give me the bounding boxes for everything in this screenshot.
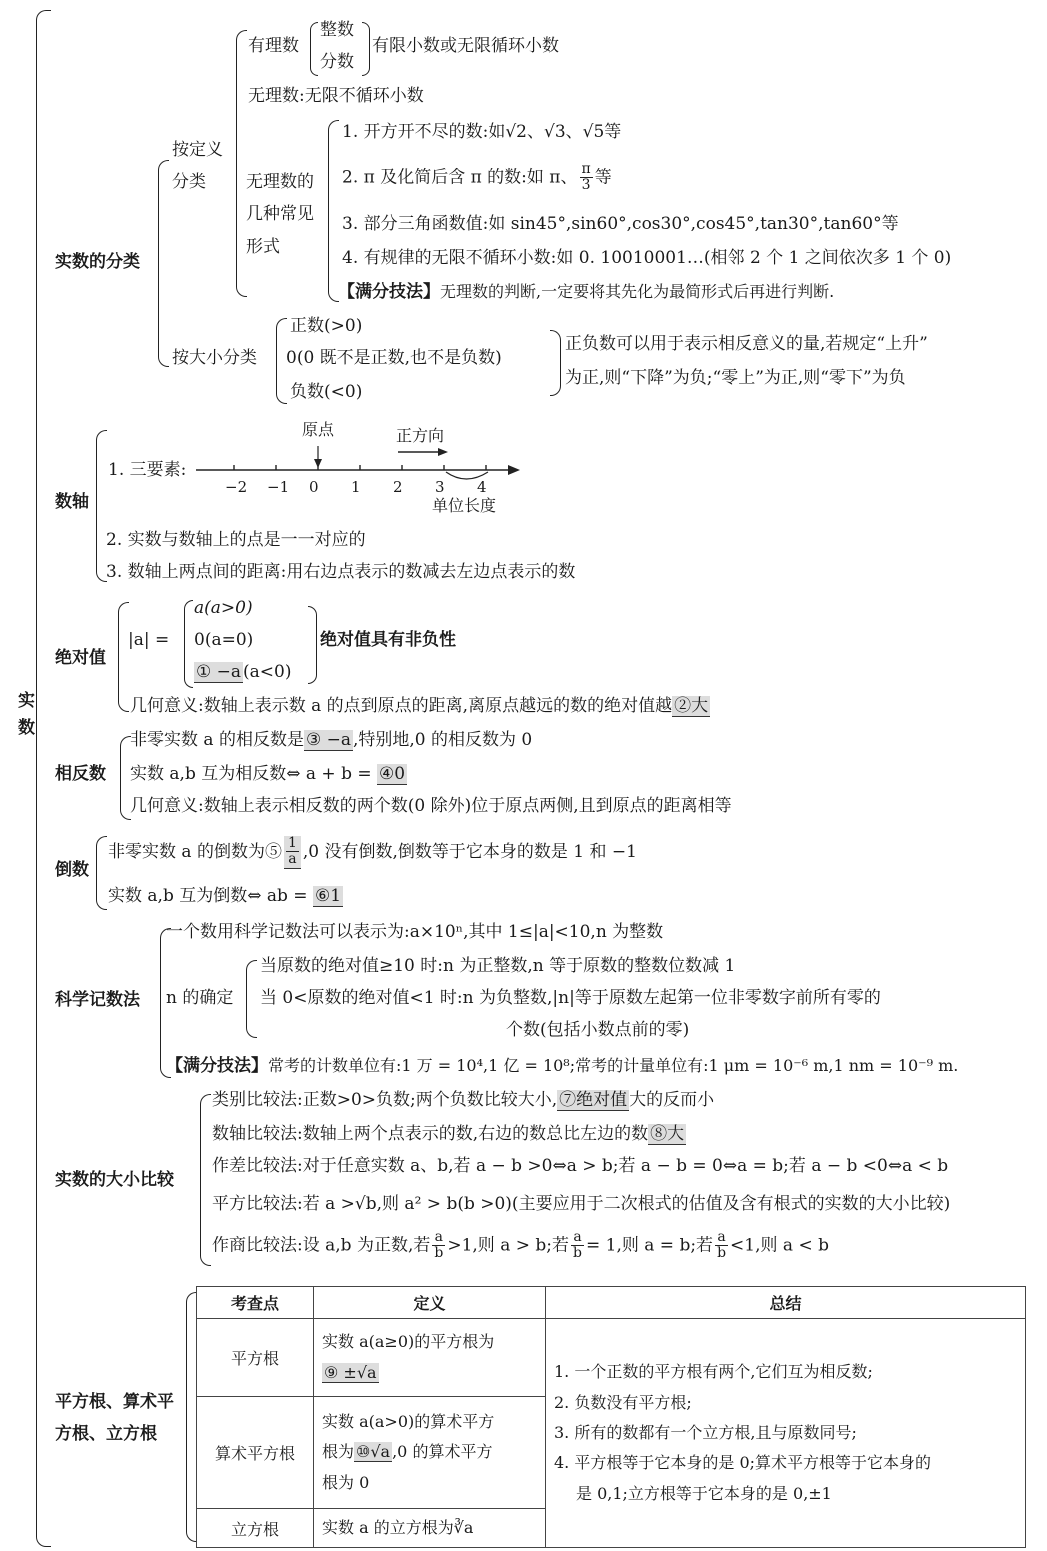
- n-determination-label: n 的确定: [166, 988, 234, 1008]
- brace: [246, 960, 257, 1038]
- brace: [118, 602, 129, 712]
- fraction-label: 分数: [320, 52, 354, 72]
- summary-item: 1. 一个正数的平方根有两个,它们互为相反数;: [554, 1362, 873, 1382]
- opposite-line-2: 实数 a,b 互为相反数⇔ a + b = ④0: [130, 764, 406, 784]
- table-header-row: [197, 1287, 1026, 1319]
- header-topic: 考查点: [197, 1287, 314, 1319]
- table-row: [197, 1319, 1026, 1397]
- number-line-fact-3: 3. 数轴上两点间的距离:用右边点表示的数减去左边点表示的数: [106, 562, 576, 582]
- number-line-diagram: [0, 0, 1047, 560]
- abs-case-negative: ① −a (a<0): [196, 662, 292, 682]
- common-forms-label: 无理数的 几种常见 形式: [246, 172, 314, 257]
- tick-label: 4: [477, 478, 487, 496]
- compare-category: 类别比较法:正数>0>负数;两个负数比较大小, ⑦绝对值 大的反而小: [212, 1090, 715, 1110]
- irrational-form-1: 1. 开方开不尽的数:如√2、√3、√5等: [342, 122, 622, 142]
- section-title-number-line: 数轴: [55, 492, 89, 512]
- origin-label: 原点: [302, 420, 335, 439]
- rational-label: 有理数: [248, 36, 299, 56]
- square-root-definition: 实数 a(a≥0)的平方根为 ⑨ ±√a: [314, 1319, 546, 1397]
- unit-length-label: 单位长度: [432, 496, 497, 515]
- compare-square: 平方比较法:若 a >√b,则 a² > b(b >0)(主要应用于二次根式的估值及含有根式的实数的大小比较): [212, 1194, 951, 1214]
- direction-arrow-head: [438, 448, 448, 456]
- cube-root-definition: 实数 a 的立方根为∛a: [314, 1509, 546, 1548]
- tick-label: 1: [351, 478, 361, 496]
- irrational-form-4: 4. 有规律的无限不循环小数:如 0. 10010001…(相邻 2 个 1 之间依次多 1 个 0): [342, 248, 952, 268]
- abs-case-zero: 0(a=0): [194, 630, 254, 650]
- n-rule-small-cont: 个数(包括小数点前的零): [506, 1020, 690, 1040]
- rational-desc: 有限小数或无限循环小数: [372, 36, 559, 56]
- irrational-def: 无理数:无限不循环小数: [248, 86, 424, 106]
- n-rule-small: 当 0<原数的绝对值<1 时:n 为负整数,|n|等于原数左起第一位非零数字前所有零的: [260, 988, 881, 1008]
- size-note-line1: 正负数可以用于表示相反意义的量,若规定“上升”: [565, 334, 928, 354]
- row-arithmetic-root: 算术平方根: [197, 1397, 314, 1509]
- section-title-classification: 实数的分类: [55, 252, 140, 272]
- brace: [96, 836, 107, 910]
- opposite-line-1: 非零实数 a 的相反数是 ③ −a ,特别地,0 的相反数为 0: [130, 730, 533, 750]
- abs-lhs: |a| =: [128, 630, 170, 650]
- section-title-roots: 平方根、算术平 方根、立方根: [55, 1392, 174, 1445]
- tick-label: −1: [267, 478, 290, 496]
- brace: [200, 1094, 211, 1266]
- reciprocal-line-2: 实数 a,b 互为倒数⇔ ab = ⑥1: [108, 886, 342, 906]
- tick-label: 3: [435, 478, 445, 496]
- tip-irrational: 【满分技法】无理数的判断,一定要将其先化为最简形式后再进行判断.: [338, 282, 835, 302]
- section-title-reciprocal: 倒数: [55, 860, 89, 880]
- header-summary: 总结: [546, 1287, 1026, 1319]
- roots-summary: [546, 1319, 1026, 1548]
- reciprocal-line-1: 非零实数 a 的倒数为⑤ $\frac{1}{a}$ ,0 没有倒数,倒数等于它本身的数是 1 和 −1: [108, 835, 637, 868]
- row-square-root: 平方根: [197, 1319, 314, 1397]
- tip-units: 【满分技法】常考的计数单位有:1 万 = 10⁴,1 亿 = 10⁸;常考的计量单位有:1 μm = 10⁻⁶ m,1 nm = 10⁻⁹ m.: [166, 1056, 959, 1076]
- tick-label: 2: [393, 478, 403, 496]
- header-definition: 定义: [314, 1287, 546, 1319]
- zero-number: 0(0 既不是正数,也不是负数): [286, 348, 502, 368]
- by-definition-label: 按定义 分类: [172, 140, 223, 193]
- by-size-label: 按大小分类: [172, 348, 257, 368]
- tick-label: −2: [225, 478, 248, 496]
- abs-geometric-meaning: 几何意义:数轴上表示数 a 的点到原点的距离,离原点越远的数的绝对值越 ②大: [130, 696, 709, 716]
- number-line-fact-2: 2. 实数与数轴上的点是一一对应的: [106, 530, 366, 550]
- positive-number: 正数(>0): [290, 316, 363, 336]
- root-title: 实 数: [18, 691, 35, 739]
- n-rule-large: 当原数的绝对值≥10 时:n 为正整数,n 等于原数的整数位数减 1: [260, 956, 736, 976]
- tick-label: 0: [309, 478, 319, 496]
- compare-number-line: 数轴比较法:数轴上两个点表示的数,右边的数总比左边的数 ⑧大: [212, 1124, 685, 1144]
- row-cube-root: 立方根: [197, 1509, 314, 1548]
- arithmetic-root-definition: 实数 a(a>0)的算术平方 根为 ⑩√a ,0 的算术平方 根为 0: [314, 1397, 546, 1509]
- section-title-comparison: 实数的大小比较: [55, 1170, 174, 1190]
- compare-quotient: 作商比较法:设 a,b 为正数,若 $\frac{a}{b}$ >1,则 a > b;若 $\frac{a}{b}$ = 1,则 a = b;若 $\frac{a}{b}$ <1,则 a < b: [212, 1229, 829, 1262]
- roots-table: [196, 1286, 1026, 1548]
- abs-non-negative-note: 绝对值具有非负性: [320, 630, 456, 650]
- direction-label: 正方向: [396, 426, 445, 445]
- section-title-absolute-value: 绝对值: [55, 648, 106, 668]
- size-note-line2: 为正,则“下降”为负;“零上”为正,则“零下”为负: [565, 368, 906, 388]
- negative-number: 负数(<0): [290, 382, 363, 402]
- three-elements-label: 1. 三要素:: [108, 460, 187, 480]
- opposite-geometric-meaning: 几何意义:数轴上表示相反数的两个数(0 除外)位于原点两侧,且到原点的距离相等: [130, 796, 732, 816]
- section-title-opposite: 相反数: [55, 764, 106, 784]
- abs-case-positive: a(a>0): [194, 598, 253, 618]
- integer-label: 整数: [320, 20, 354, 40]
- summary-item: 2. 负数没有平方根;: [554, 1392, 692, 1412]
- summary-item: 4. 平方根等于它本身的是 0;算术平方根等于它本身的: [554, 1453, 932, 1473]
- brace: [184, 600, 193, 688]
- irrational-form-3: 3. 部分三角函数值:如 sin45°,sin60°,cos30°,cos45°,tan30°,tan60°等: [342, 214, 899, 234]
- irrational-form-2: 2. π 及化简后含 π 的数:如 π、 $\frac{\pi}{3}$ 等: [342, 161, 612, 194]
- summary-item: 3. 所有的数都有一个立方根,且与原数同号;: [554, 1423, 857, 1442]
- compare-difference: 作差比较法:对于任意实数 a、b,若 a − b >0⇔a > b;若 a − b = 0⇔a = b;若 a − b <0⇔a < b: [212, 1156, 949, 1176]
- axis-arrow: [508, 465, 520, 475]
- section-title-scientific-notation: 科学记数法: [55, 990, 140, 1010]
- summary-item: 是 0,1;立方根等于它本身的是 0,±1: [576, 1483, 832, 1503]
- sci-definition: 一个数用科学记数法可以表示为:a×10ⁿ,其中 1≤|a|<10,n 为整数: [166, 922, 664, 942]
- brace: [308, 606, 317, 684]
